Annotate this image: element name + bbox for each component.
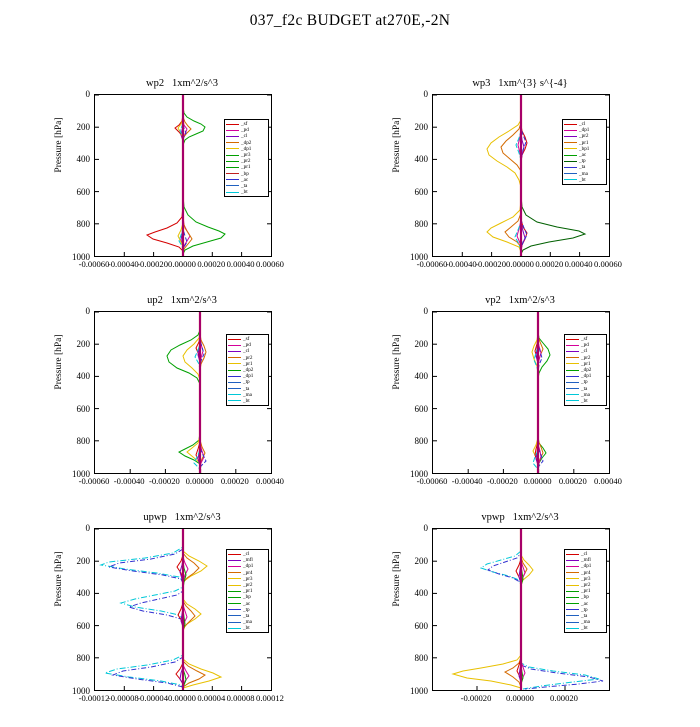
legend-up2: [226, 334, 269, 406]
legend-item: _ma: [564, 171, 604, 177]
legend-item: _ac: [226, 177, 266, 183]
panel-wp3: [370, 78, 670, 293]
legend-swatch-icon: [566, 337, 579, 342]
legend-item: _bp: [228, 594, 266, 600]
legend-item: _dp1: [564, 127, 604, 133]
legend-swatch-icon: [228, 613, 241, 618]
legend-swatch-icon: [564, 122, 577, 127]
legend-item: _cl: [228, 348, 266, 354]
legend-swatch-icon: [566, 380, 579, 385]
legend-swatch-icon: [566, 552, 579, 557]
xtick: 0.00040: [256, 476, 284, 486]
ytick: 1000: [72, 686, 90, 696]
legend-swatch-icon: [566, 626, 579, 631]
legend-item: _dp2: [566, 367, 604, 373]
xtick: 0.00000: [506, 259, 534, 269]
legend-swatch-icon: [228, 337, 241, 342]
legend-item: _pd: [566, 342, 604, 348]
panel-vpwp: [370, 512, 670, 727]
legend-item: _pr1: [564, 140, 604, 146]
legend-item: _mfl: [566, 557, 604, 563]
plot-area-vpwp: [432, 528, 610, 691]
plot-area-upwp: [94, 528, 272, 691]
legend-swatch-icon: [228, 595, 241, 600]
legend-swatch-icon: [566, 386, 579, 391]
legend-swatch-icon: [566, 558, 579, 563]
legend-swatch-icon: [228, 583, 241, 588]
xtick: -0.00020: [486, 476, 518, 486]
legend-item: _ta: [566, 386, 604, 392]
legend-item: _tp: [566, 379, 604, 385]
ytick: 200: [414, 121, 428, 132]
xtick: -0.00020: [475, 259, 506, 269]
legend-swatch-icon: [228, 374, 241, 379]
panel-wp2: [32, 78, 332, 293]
xtick: 0.00040: [226, 259, 255, 269]
legend-swatch-icon: [226, 190, 239, 195]
xtick: -0.00040: [451, 476, 483, 486]
legend-item: _pr2: [228, 582, 266, 588]
legend-item: _sf: [228, 336, 266, 342]
legend-swatch-icon: [564, 153, 577, 158]
legend-swatch-icon: [228, 349, 241, 354]
legend-swatch-icon: [228, 558, 241, 563]
legend-swatch-icon: [228, 368, 241, 373]
legend-item: _ma: [566, 392, 604, 398]
legend-swatch-icon: [228, 343, 241, 348]
legend-swatch-icon: [564, 134, 577, 139]
legend-item: _mfl: [228, 557, 266, 563]
legend-swatch-icon: [228, 626, 241, 631]
legend-item: _pr4: [566, 570, 604, 576]
legend-item: _pr1: [228, 361, 266, 367]
xtick: -0.00060: [78, 476, 110, 486]
xtick: -0.00040: [113, 476, 145, 486]
panel-title-vp2: vp2 1xm^2/s^3: [485, 295, 555, 306]
legend-swatch-icon: [226, 134, 239, 139]
legend-item: _ac: [564, 152, 604, 158]
axis-ylabel-up2: Pressure [hPa]: [54, 334, 64, 390]
legend-swatch-icon: [226, 146, 239, 151]
legend-swatch-icon: [228, 570, 241, 575]
xtick: 0.00012: [256, 693, 284, 703]
legend-swatch-icon: [228, 392, 241, 397]
legend-item: _bp: [226, 171, 266, 177]
legend-swatch-icon: [566, 368, 579, 373]
legend-item: _pr3: [226, 152, 266, 158]
legend-item: _pr1: [566, 361, 604, 367]
legend-swatch-icon: [566, 398, 579, 403]
legend-swatch-icon: [228, 361, 241, 366]
ytick: 800: [76, 653, 90, 664]
legend-item: _pd: [228, 342, 266, 348]
legend-item: _dp2: [228, 367, 266, 373]
ytick: 200: [414, 338, 428, 349]
legend-item: _pr2: [228, 355, 266, 361]
ytick: 800: [76, 219, 90, 230]
ytick: 0: [85, 523, 90, 533]
ytick: 200: [76, 555, 90, 566]
legend-swatch-icon: [228, 576, 241, 581]
xtick: 0.00020: [535, 259, 564, 269]
yticks-vpwp: [384, 523, 428, 696]
ytick: 600: [76, 403, 90, 414]
plot-area-wp2: [94, 94, 272, 257]
xtick: -0.00060: [78, 259, 110, 269]
legend-swatch-icon: [226, 153, 239, 158]
ytick: 400: [414, 154, 428, 165]
legend-wp3: [562, 119, 607, 185]
xtick: -0.00020: [137, 259, 168, 269]
xtick: -0.00060: [416, 259, 448, 269]
legend-vpwp: [564, 549, 607, 633]
legend-item: _tp: [564, 158, 604, 164]
legend-swatch-icon: [564, 165, 577, 170]
legend-item: _pr2: [564, 133, 604, 139]
legend-swatch-icon: [566, 589, 579, 594]
legend-item: _ac: [228, 601, 266, 607]
legend-item: _ac: [566, 601, 604, 607]
legend-item: _bp1: [564, 146, 604, 152]
axis-ylabel-wp2: Pressure [hPa]: [54, 117, 64, 173]
ytick: 0: [85, 306, 90, 316]
ytick: 1000: [410, 686, 428, 696]
xtick: 0.00004: [197, 693, 226, 703]
legend-swatch-icon: [228, 386, 241, 391]
legend-item: _ta: [228, 386, 266, 392]
legend-item: _cl: [226, 133, 266, 139]
legend-swatch-icon: [566, 576, 579, 581]
legend-item: _cl: [228, 551, 266, 557]
axis-ylabel-vpwp: Pressure [hPa]: [392, 551, 402, 607]
xtick: -0.00008: [107, 693, 139, 703]
xtick: 0.00020: [558, 476, 587, 486]
legend-item: _bt: [228, 625, 266, 631]
axis-ylabel-vp2: Pressure [hPa]: [392, 334, 402, 390]
legend-swatch-icon: [226, 159, 239, 164]
legend-item: _ta: [226, 183, 266, 189]
legend-item: _pr2: [226, 158, 266, 164]
legend-swatch-icon: [226, 140, 239, 145]
xtick: 0.00000: [506, 693, 534, 703]
legend-item: _bp: [566, 594, 604, 600]
xtick: -0.00020: [148, 476, 180, 486]
legend-item: _pr1: [228, 588, 266, 594]
ytick: 200: [414, 555, 428, 566]
axis-ylabel-upwp: Pressure [hPa]: [54, 551, 64, 607]
plot-area-wp3: [432, 94, 610, 257]
legend-swatch-icon: [228, 380, 241, 385]
legend-swatch-icon: [566, 374, 579, 379]
ytick: 200: [76, 121, 90, 132]
legend-swatch-icon: [564, 140, 577, 145]
ytick: 0: [423, 306, 428, 316]
legend-swatch-icon: [226, 122, 239, 127]
legend-swatch-icon: [228, 589, 241, 594]
legend-item: _dp1: [226, 146, 266, 152]
xtick: -0.00060: [416, 476, 448, 486]
legend-swatch-icon: [228, 601, 241, 606]
panel-title-up2: up2 1xm^2/s^3: [147, 295, 217, 306]
ytick: 400: [76, 154, 90, 165]
legend-item: _ta: [564, 164, 604, 170]
legend-swatch-icon: [566, 343, 579, 348]
legend-swatch-icon: [566, 613, 579, 618]
panel-title-vpwp: vpwp 1xm^2/s^3: [481, 512, 559, 523]
legend-swatch-icon: [564, 146, 577, 151]
ytick: 400: [414, 371, 428, 382]
panel-up2: [32, 295, 332, 510]
legend-swatch-icon: [566, 361, 579, 366]
legend-item: _dp2: [226, 140, 266, 146]
axis-ylabel-wp3: Pressure [hPa]: [392, 117, 402, 173]
xtick: -0.00004: [137, 693, 168, 703]
legend-swatch-icon: [228, 398, 241, 403]
legend-swatch-icon: [228, 620, 241, 625]
legend-item: _ma: [566, 619, 604, 625]
yticks-wp3: [384, 89, 428, 262]
legend-item: _cl: [566, 348, 604, 354]
ytick: 600: [76, 186, 90, 197]
ytick: 600: [414, 403, 428, 414]
legend-wp2: [224, 119, 269, 197]
plot-area-up2: [94, 311, 272, 474]
plot-area-vp2: [432, 311, 610, 474]
ytick: 600: [76, 620, 90, 631]
legend-upwp: [226, 549, 269, 633]
ytick: 600: [414, 186, 428, 197]
legend-swatch-icon: [226, 171, 239, 176]
yticks-up2: [46, 306, 90, 479]
xticks-wp2: [32, 259, 332, 273]
legend-swatch-icon: [566, 607, 579, 612]
xtick: 0.00020: [220, 476, 249, 486]
legend-item: _dp1: [566, 563, 604, 569]
legend-item: _sf: [226, 121, 266, 127]
legend-item: _pd: [226, 127, 266, 133]
xtick: 0.00040: [594, 476, 622, 486]
legend-swatch-icon: [228, 355, 241, 360]
legend-item: _cl: [564, 121, 604, 127]
xtick: -0.00040: [107, 259, 139, 269]
legend-swatch-icon: [226, 165, 239, 170]
xticks-upwp: [32, 693, 332, 707]
legend-item: _sf: [566, 336, 604, 342]
xtick: 0.00020: [197, 259, 226, 269]
ytick: 0: [85, 89, 90, 99]
legend-swatch-icon: [566, 595, 579, 600]
xtick: -0.00040: [445, 259, 477, 269]
legend-item: _tp: [566, 607, 604, 613]
legend-item: _pr3: [566, 576, 604, 582]
xticks-wp3: [370, 259, 670, 273]
ytick: 400: [76, 588, 90, 599]
legend-item: _tp: [228, 379, 266, 385]
legend-swatch-icon: [566, 570, 579, 575]
legend-item: _tp: [228, 607, 266, 613]
legend-item: _pr2: [566, 582, 604, 588]
page-title: 037_f2c BUDGET at270E,-2N: [249, 12, 451, 29]
xtick: 0.00000: [185, 476, 214, 486]
legend-swatch-icon: [566, 620, 579, 625]
xtick: 0.00060: [256, 259, 284, 269]
legend-item: _bt: [226, 189, 266, 195]
legend-swatch-icon: [228, 564, 241, 569]
xtick: -0.00012: [78, 693, 110, 703]
xtick: 0.00040: [564, 259, 593, 269]
legend-item: _bt: [566, 625, 604, 631]
legend-item: _ta: [228, 613, 266, 619]
legend-swatch-icon: [226, 128, 239, 133]
legend-item: _dp1: [566, 373, 604, 379]
ytick: 1000: [410, 252, 428, 262]
xtick: 0.00020: [550, 693, 578, 703]
legend-swatch-icon: [566, 583, 579, 588]
ytick: 800: [414, 436, 428, 447]
panel-title-wp2: wp2 1xm^2/s^3: [146, 78, 218, 89]
yticks-vp2: [384, 306, 428, 479]
panel-title-wp3: wp3 1xm^{3} s^{-4}: [472, 78, 568, 89]
yticks-upwp: [46, 523, 90, 696]
yticks-wp2: [46, 89, 90, 262]
xtick: 0.00000: [168, 693, 196, 703]
ytick: 1000: [72, 469, 90, 479]
ytick: 400: [414, 588, 428, 599]
legend-swatch-icon: [566, 355, 579, 360]
panel-upwp: [32, 512, 332, 727]
ytick: 600: [414, 620, 428, 631]
xticks-vp2: [370, 476, 670, 490]
xticks-up2: [32, 476, 332, 490]
legend-swatch-icon: [566, 392, 579, 397]
panel-vp2: [370, 295, 670, 510]
xticks-vpwp: [370, 693, 670, 707]
legend-item: _dp1: [228, 373, 266, 379]
xtick: 0.00008: [226, 693, 255, 703]
legend-item: _cl: [566, 551, 604, 557]
legend-swatch-icon: [564, 128, 577, 133]
legend-swatch-icon: [566, 349, 579, 354]
legend-swatch-icon: [564, 159, 577, 164]
legend-vp2: [564, 334, 607, 406]
legend-swatch-icon: [226, 177, 239, 182]
ytick: 800: [414, 219, 428, 230]
ytick: 800: [414, 653, 428, 664]
ytick: 0: [423, 523, 428, 533]
legend-swatch-icon: [228, 607, 241, 612]
panel-title-upwp: upwp 1xm^2/s^3: [143, 512, 221, 523]
legend-swatch-icon: [564, 171, 577, 176]
legend-item: _ma: [228, 392, 266, 398]
legend-swatch-icon: [226, 183, 239, 188]
ytick: 200: [76, 338, 90, 349]
legend-item: _pr2: [566, 355, 604, 361]
legend-item: _dp1: [228, 563, 266, 569]
ytick: 800: [76, 436, 90, 447]
xtick: 0.00000: [168, 259, 196, 269]
ytick: 1000: [72, 252, 90, 262]
legend-swatch-icon: [564, 177, 577, 182]
legend-swatch-icon: [228, 552, 241, 557]
ytick: 0: [423, 89, 428, 99]
legend-swatch-icon: [566, 564, 579, 569]
ytick: 400: [76, 371, 90, 382]
legend-swatch-icon: [566, 601, 579, 606]
legend-item: _ta: [566, 613, 604, 619]
legend-item: _ma: [228, 619, 266, 625]
legend-item: _pr1: [566, 588, 604, 594]
legend-item: _bt: [228, 398, 266, 404]
legend-item: _pr3: [228, 576, 266, 582]
ytick: 1000: [410, 469, 428, 479]
legend-item: _bt: [566, 398, 604, 404]
legend-item: _pr1: [226, 164, 266, 170]
xtick: 0.00000: [523, 476, 552, 486]
legend-item: _bt: [564, 177, 604, 183]
xtick: -0.00020: [460, 693, 492, 703]
legend-item: _pr4: [228, 570, 266, 576]
xtick: 0.00060: [594, 259, 622, 269]
